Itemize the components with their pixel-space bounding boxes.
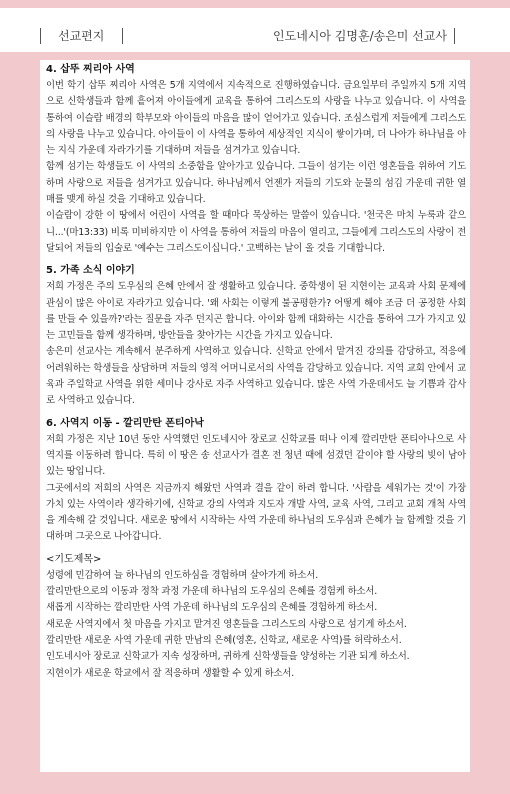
header-author: 인도네시아 김명훈/송은미 선교사 [273,29,447,43]
prayer-item: 지현이가 새로운 학교에서 잘 적응하며 생활할 수 있게 하소서. [46,667,295,679]
section-title: 5. 가족 소식 이야기 [46,265,135,277]
section-4 [46,62,466,257]
prayer-item: 깔리만탄으로의 이동과 정착 과정 가운데 하나님의 도우심의 은혜를 경험케 하소서. [46,586,378,598]
paragraph: 함께 섬기는 학생들도 이 사역의 소중함을 알아가고 있습니다. 그들이 섬기는 이런 영혼들을 위하여 기도하며 사랑으로 저들을 섬겨가고 있습니다. 하나님께서 언젠가 저들의 기도와 눈물의 섬김 가운데 귀한 열매를 맺게 하실 것을 기대하고 있습니다. [46,161,466,206]
prayer-item: 새롭게 시작하는 깔리만탄 사역 가운데 하나님의 도우심의 은혜를 경험하게 하소서. [46,602,378,614]
section-5 [46,263,466,409]
section-title: 4. 삽뚜 찌리아 사역 [46,64,135,75]
paragraph: 저희 가정은 지난 10년 동안 사역했던 인도네시아 장로교 신학교를 떠나 이제 깔리만탄 폰티아나으로 사역지를 이동하려 합니다. 특히 이 땅은 송 선교사가 결혼 전 청년 때에 섬겼던 같이야 할 사랑의 빚이 남아 있는 땅입니다. [46,433,466,478]
header-title: 선교편지 [58,29,105,43]
paragraph: 송은미 선교사는 계속해서 분주하게 사역하고 있습니다. 신학교 안에서 맡겨진 강의를 감당하고, 적응에 어려워하는 학생들을 상담하며 저들의 영적 어머니로서의 사역을 감당하고 있습니다. 지역 교회 안에서 교육과 주일학교 사역을 위한 세미나 강사로 자주 사역하고 있습니다. 많은 사역 가운데서도 늘 기쁨과 감사로 사역하고 있습니다. [46,346,466,407]
prayer-heading: <기도제목> [46,553,102,565]
page-header [0,0,510,52]
prayer-item: 성령에 민감하여 늘 하나님의 인도하심을 경험하며 살아가게 하소서. [46,569,319,581]
section-6 [46,416,466,546]
prayer-item: 깔리만탄 새로운 사역 가운데 귀한 만남의 은혜(영혼, 신학교, 새로운 사역)를 허락하소서. [46,634,402,646]
paragraph: 그곳에서의 저희의 사역은 지금까지 해왔던 사역과 결을 같이 하려 합니다. '사람을 세워가는 것'이 가장 가치 있는 사역이라 생각하기에, 신학교 강의 사역과 지도자 개발 사역, 교육 사역, 그리고 교회 개척 사역을 계속해 갈 것입니다. 새로운 땅에서 시작하는 사역 가운데 하나님의 도우심과 은혜가 늘 함께할 것을 기대하며 그곳으로 나아갑니다. [46,482,466,543]
prayer-item: 인도네시아 장로교 신학교가 지속 성장하며, 귀하게 신학생들을 양성하는 기관 되게 하소서. [46,651,410,663]
section-title: 6. 사역지 이동 - 깔리만탄 폰티아낙 [46,417,204,429]
letter-body [46,62,466,682]
prayer-requests [46,552,466,682]
header-divider [454,28,455,44]
paragraph: 저희 가정은 주의 도우심의 은혜 안에서 잘 생활하고 있습니다. 중학생이 된 지현이는 교육과 사회 문제에 관심이 많은 아이로 자라가고 있습니다. '왜 사회는 이렇게 불공평한가? 어떻게 해야 조금 더 공정한 사회를 만들 수 있을까?'라는 질문을 자주 던지곤 합니다. 아이와 함께 대화하는 시간을 통하여 그가 가지고 있는 고민들을 함께 생각하며, 방안들을 찾아가는 시간을 가지고 있습니다. [46,281,466,342]
paragraph: 이번 학기 삽뚜 찌리아 사역은 5개 지역에서 지속적으로 진행하였습니다. 금요일부터 주일까지 5개 지역으로 신학생들과 함께 흩어져 아이들에게 교육을 통하여 그리스도의 사랑을 나누고 있습니다. 이 사역을 통하여 이슬람 배경의 학부모와 아이들의 마음을 많이 얻어가고 있습니다. 조심스럽게 저들에게 그리스도의 사랑을 나누고 있습니다. 아이들이 이 사역을 통하여 세상적인 지식이 쌓이가며, 더 나아가 하나님을 아는 지식 가운데 자라가기를 기대하며 저들을 섬겨가고 있습니다. [46,80,466,157]
prayer-item: 새로운 사역지에서 첫 마음을 가지고 맡겨진 영혼들을 그리스도의 사랑으로 섬기게 하소서. [46,618,407,630]
header-divider [122,28,123,44]
paragraph: 이슬람이 강한 이 땅에서 어린이 사역을 할 때마다 묵상하는 말씀이 있습니다. '천국은 마치 누룩과 같으니...'(마13:33) 비록 미비하지만 이 사역을 통하여 저들의 마음이 열리고, 그들에게 그리스도의 사랑이 전달되어 저들의 입술로 '예수는 그리스도이십니다.' 고백하는 날이 올 것을 기대합니다. [46,210,466,254]
header-divider [40,28,41,44]
